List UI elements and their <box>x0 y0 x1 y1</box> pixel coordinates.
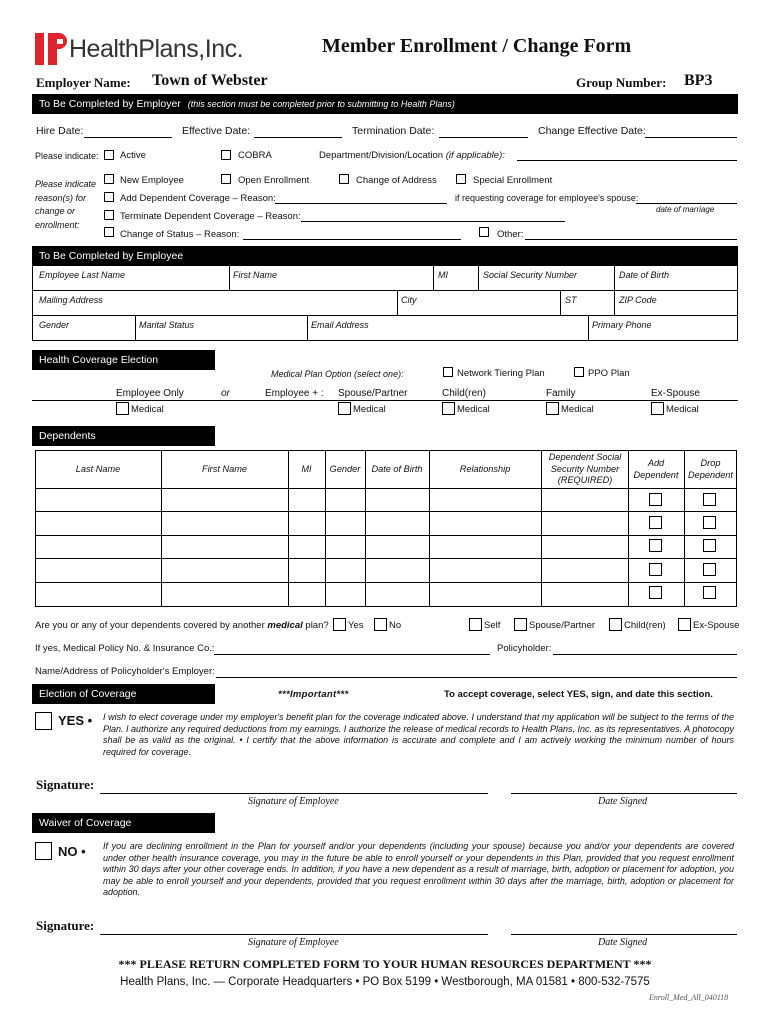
mailing-address-label[interactable]: Mailing Address <box>39 295 103 305</box>
terminate-dependent-label: Terminate Dependent Coverage – Reason: <box>120 211 301 222</box>
terminate-dependent-reason-field[interactable] <box>301 221 565 222</box>
dep-col-mi: MI <box>301 464 312 474</box>
employer-section-bar <box>32 94 738 114</box>
active-checkbox[interactable] <box>104 150 114 160</box>
ppo-plan-label: PPO Plan <box>588 368 630 379</box>
family-label: Family <box>546 388 576 399</box>
children-medical-label: Medical <box>457 404 490 415</box>
cobra-checkbox[interactable] <box>221 150 231 160</box>
election-signature-field[interactable] <box>100 793 488 794</box>
employee-only-medical-checkbox[interactable] <box>116 402 129 415</box>
employee-mi-label[interactable]: MI <box>438 270 448 280</box>
employee-section-bar <box>32 246 738 266</box>
special-enrollment-label: Special Enrollment <box>473 175 553 186</box>
health-coverage-election-tab: Health Coverage Election <box>32 350 215 370</box>
accept-coverage-note: To accept coverage, select YES, sign, and date this section. <box>444 689 713 700</box>
covered-self-checkbox[interactable] <box>469 618 482 631</box>
add-dependent-checkbox[interactable] <box>104 192 114 202</box>
change-of-status-checkbox[interactable] <box>104 227 114 237</box>
policyholder-employer-label: Name/Address of Policyholder's Employer: <box>35 666 215 677</box>
primary-phone-label[interactable]: Primary Phone <box>592 320 652 330</box>
termination-date-field[interactable] <box>439 137 528 138</box>
other-checkbox[interactable] <box>479 227 489 237</box>
waiver-signature-caption: Signature of Employee <box>248 937 339 948</box>
employee-dob-label[interactable]: Date of Birth <box>619 270 670 280</box>
medical-plan-option-label: Medical Plan Option (select one): <box>271 369 404 379</box>
add-dependent-checkbox-4[interactable] <box>649 563 662 576</box>
logo-text: HealthPlans,Inc. <box>69 35 244 63</box>
yes-label: YES • <box>58 713 93 728</box>
logo-mark-icon <box>35 33 69 65</box>
dep-col-add: Add Dependent <box>633 458 679 480</box>
date-of-marriage-caption: date of marriage <box>656 205 715 214</box>
important-note: ***Important*** <box>278 689 349 700</box>
employee-plus-label: Employee + : <box>265 388 324 399</box>
effective-date-field[interactable] <box>254 137 342 138</box>
election-of-coverage-tab: Election of Coverage <box>32 684 215 704</box>
state-label[interactable]: ST <box>565 295 577 305</box>
policy-no-label: If yes, Medical Policy No. & Insurance Co.: <box>35 643 215 654</box>
waiver-of-coverage-tab: Waiver of Coverage <box>32 813 215 833</box>
add-dependent-checkbox-5[interactable] <box>649 586 662 599</box>
if-requesting-label: if requesting coverage for employee's spouse: <box>455 193 639 203</box>
add-dependent-checkbox-2[interactable] <box>649 516 662 529</box>
yes-coverage-checkbox[interactable] <box>35 712 52 730</box>
covered-ex-spouse-label: Ex-Spouse <box>693 620 740 631</box>
children-medical-checkbox[interactable] <box>442 402 455 415</box>
gender-label[interactable]: Gender <box>39 320 70 330</box>
new-employee-label: New Employee <box>120 175 184 186</box>
company-logo <box>35 33 250 69</box>
covered-ex-spouse-checkbox[interactable] <box>678 618 691 631</box>
election-date-field[interactable] <box>511 793 737 794</box>
return-form-note: *** PLEASE RETURN COMPLETED FORM TO YOUR HUMAN RESOURCES DEPARTMENT *** <box>118 957 652 971</box>
waiver-signature-field[interactable] <box>100 934 488 935</box>
employer-name-label: Employer Name: <box>36 75 131 90</box>
termination-date-label: Termination Date: <box>352 125 435 137</box>
ex-spouse-medical-checkbox[interactable] <box>651 402 664 415</box>
spouse-partner-label: Spouse/Partner <box>338 388 408 399</box>
waiver-statement: If you are declining enrollment in the Plan for yourself and/or your dependents (including your spouse) because you and/or your dependents are covered under other health insurance coverage, you may in the future be able to enroll yourself or your dependents in this Plan, provided that you request enrollment within 30 days after your other coverage ends. In addition, if you have a new dependent as a result of marriage, birth, adoption or placement for adoption, you may be able to enroll yourself and your dependents, provided that you request enrollment within 30 days after the marriage, birth, adoption or placement for adoption. <box>103 841 734 898</box>
hire-date-label: Hire Date: <box>36 125 84 137</box>
employer-name-value[interactable]: Town of Webster <box>152 72 268 89</box>
employee-ssn-label[interactable]: Social Security Number <box>483 270 578 280</box>
other-coverage-yes-checkbox[interactable] <box>333 618 346 631</box>
special-enrollment-checkbox[interactable] <box>456 174 466 184</box>
department-field[interactable] <box>517 160 737 161</box>
new-employee-checkbox[interactable] <box>104 174 114 184</box>
city-label[interactable]: City <box>401 295 417 305</box>
open-enrollment-label: Open Enrollment <box>238 175 310 186</box>
dep-col-gender: Gender <box>329 464 361 474</box>
no-coverage-checkbox[interactable] <box>35 842 52 860</box>
dep-col-first-name: First Name <box>202 464 247 474</box>
please-indicate-label: Please indicate: <box>35 151 99 161</box>
or-label: or <box>221 388 230 399</box>
terminate-dependent-checkbox[interactable] <box>104 210 114 220</box>
dep-col-ssn: Dependent Social Security Number (REQUIRED) <box>548 452 622 485</box>
election-date-caption: Date Signed <box>598 796 648 807</box>
add-dependent-checkbox-3[interactable] <box>649 539 662 552</box>
other-coverage-no-label: No <box>389 620 402 631</box>
policy-no-field[interactable] <box>214 654 490 655</box>
change-of-status-reason-field[interactable] <box>243 239 461 240</box>
change-of-address-checkbox[interactable] <box>339 174 349 184</box>
ex-spouse-label: Ex-Spouse <box>651 388 700 399</box>
ppo-plan-checkbox[interactable] <box>574 367 584 377</box>
employee-first-name-label[interactable]: First Name <box>233 270 278 280</box>
covered-spouse-label: Spouse/Partner <box>529 620 596 631</box>
add-dependent-label: Add Dependent Coverage – Reason: <box>120 193 276 204</box>
dependents-tab: Dependents <box>32 426 215 446</box>
dep-col-relationship: Relationship <box>459 464 511 474</box>
company-address: Health Plans, Inc. — Corporate Headquarters • PO Box 5199 • Westborough, MA 01581 • 800-532-7575 <box>120 976 650 988</box>
add-dependent-checkbox-1[interactable] <box>649 493 662 506</box>
spouse-medical-checkbox[interactable] <box>338 402 351 415</box>
other-coverage-question: Are you or any of your dependents covered by another medical plan? <box>35 620 329 631</box>
dep-col-last-name: Last Name <box>75 464 121 474</box>
other-coverage-yes-label: Yes <box>348 620 364 631</box>
change-of-status-label: Change of Status – Reason: <box>120 229 240 240</box>
change-effective-date-field[interactable] <box>645 137 737 138</box>
children-label: Child(ren) <box>442 388 486 399</box>
ex-spouse-medical-label: Medical <box>666 404 699 415</box>
employee-only-label: Employee Only <box>116 388 184 399</box>
dep-col-dob: Date of Birth <box>371 464 423 474</box>
network-tiering-label: Network Tiering Plan <box>457 368 545 379</box>
waiver-date-caption: Date Signed <box>598 937 648 948</box>
drop-dependent-checkbox-5[interactable] <box>703 586 716 599</box>
hire-date-field[interactable] <box>84 137 172 138</box>
group-number-label: Group Number: <box>576 75 667 90</box>
policyholder-employer-field[interactable] <box>216 677 737 678</box>
covered-children-checkbox[interactable] <box>609 618 622 631</box>
open-enrollment-checkbox[interactable] <box>221 174 231 184</box>
zip-code-label[interactable]: ZIP Code <box>619 295 657 305</box>
date-of-marriage-field[interactable] <box>636 203 737 204</box>
drop-dependent-checkbox-4[interactable] <box>703 563 716 576</box>
drop-dependent-checkbox-2[interactable] <box>703 516 716 529</box>
network-tiering-checkbox[interactable] <box>443 367 453 377</box>
waiver-signature-label: Signature: <box>36 918 95 933</box>
family-medical-label: Medical <box>561 404 594 415</box>
employee-last-name-label[interactable]: Employee Last Name <box>39 270 126 280</box>
employer-section-title: To Be Completed by Employer <box>39 98 181 110</box>
covered-children-label: Child(ren) <box>624 620 666 631</box>
no-label: NO • <box>58 844 86 859</box>
department-label: Department/Division/Location (if applicable): <box>319 150 505 161</box>
form-title: Member Enrollment / Change Form <box>322 35 632 57</box>
active-label: Active <box>120 150 146 161</box>
waiver-date-field[interactable] <box>511 934 737 935</box>
election-signature-label: Signature: <box>36 777 95 792</box>
employer-section-note: (this section must be completed prior to submitting to Health Plans) <box>187 99 455 109</box>
policyholder-label: Policyholder: <box>497 643 552 654</box>
drop-dependent-checkbox-3[interactable] <box>703 539 716 552</box>
change-of-address-label: Change of Address <box>356 175 437 186</box>
marital-status-label[interactable]: Marital Status <box>139 320 195 330</box>
family-medical-checkbox[interactable] <box>546 402 559 415</box>
spouse-medical-label: Medical <box>353 404 386 415</box>
dep-col-drop: Drop Dependent <box>688 458 733 480</box>
other-label: Other: <box>497 229 524 240</box>
form-code: Enroll_Med_All_040118 <box>649 993 729 1002</box>
yes-statement: I wish to elect coverage under my employer's benefit plan for the coverage indicated above. I understand that my application will be subject to the terms of the Plan. I authorize any required deductions from my earnings. I authorize the release of medical records to Health Plans, Inc. as its representatives. A photocopy shall be as valid as the original. • I certify that the above information is accurate and complete and I am actively working the minimum number of hours required for coverage. <box>103 712 734 757</box>
email-address-label[interactable]: Email Address <box>311 320 369 330</box>
employee-section-title: To Be Completed by Employee <box>39 250 184 262</box>
employee-only-medical-label: Medical <box>131 404 164 415</box>
reason-label: Please indicate reason(s) for change or enrollment: <box>35 179 97 230</box>
covered-self-label: Self <box>484 620 501 631</box>
election-signature-caption: Signature of Employee <box>248 796 339 807</box>
cobra-label: COBRA <box>238 150 272 161</box>
group-number-value[interactable]: BP3 <box>684 72 713 89</box>
policyholder-field[interactable] <box>553 654 737 655</box>
covered-spouse-checkbox[interactable] <box>514 618 527 631</box>
add-dependent-reason-field[interactable] <box>275 203 447 204</box>
other-reason-field[interactable] <box>525 239 737 240</box>
other-coverage-no-checkbox[interactable] <box>374 618 387 631</box>
effective-date-label: Effective Date: <box>182 125 251 137</box>
drop-dependent-checkbox-1[interactable] <box>703 493 716 506</box>
change-effective-date-label: Change Effective Date: <box>538 125 646 137</box>
